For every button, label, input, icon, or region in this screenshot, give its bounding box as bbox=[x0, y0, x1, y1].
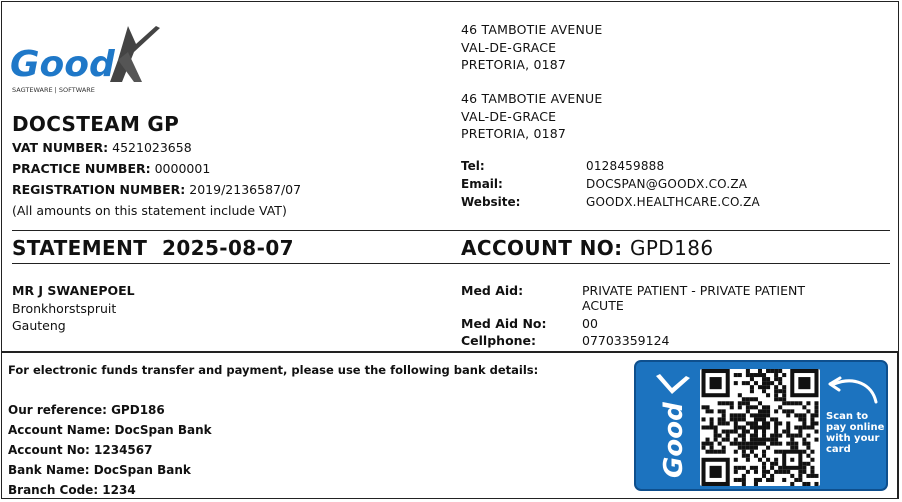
tel-value: 0128459888 bbox=[586, 159, 665, 173]
contact-tel bbox=[461, 159, 881, 177]
tel-label: Tel: bbox=[461, 159, 485, 173]
registration-value: 2019/2136587/07 bbox=[189, 182, 302, 197]
bank-intro: For electronic funds transfer and payment, please use the following bank details: bbox=[8, 363, 539, 377]
address-line: VAL-DE-GRACE bbox=[461, 108, 557, 124]
account-label: ACCOUNT NO: bbox=[461, 236, 623, 260]
med-aid-no-label: Med Aid No: bbox=[461, 316, 547, 331]
pay-online-card[interactable] bbox=[634, 360, 888, 491]
contact-email bbox=[461, 177, 881, 195]
address-block-1 bbox=[461, 21, 602, 74]
patient-name: MR J SWANEPOEL bbox=[12, 283, 135, 298]
med-aid-label: Med Aid: bbox=[461, 283, 524, 298]
med-aid-no-value: 00 bbox=[582, 316, 598, 331]
vat-number bbox=[12, 140, 192, 155]
bank-name: Bank Name: DocSpan Bank bbox=[8, 463, 191, 477]
bank-branch-code: Branch Code: 1234 bbox=[8, 483, 136, 497]
registration-label: REGISTRATION NUMBER: bbox=[12, 182, 186, 197]
bank-reference: Our reference: GPD186 bbox=[8, 403, 165, 417]
divider bbox=[12, 230, 890, 231]
address-block-2 bbox=[461, 90, 602, 143]
patient-province: Gauteng bbox=[12, 318, 66, 333]
address-line: 46 TAMBOTIE AVENUE bbox=[461, 22, 603, 37]
statement-label: STATEMENT bbox=[12, 236, 148, 260]
vat-label: VAT NUMBER: bbox=[12, 140, 109, 155]
address-line: 46 TAMBOTIE AVENUE bbox=[461, 91, 603, 106]
account-value: GPD186 bbox=[629, 236, 714, 260]
patient-city: Bronkhorstspruit bbox=[12, 300, 117, 316]
scan-to-pay-text: Scan to pay online with your card bbox=[826, 411, 885, 455]
contact-website bbox=[461, 195, 881, 213]
med-aid-value: PRIVATE PATIENT - PRIVATE PATIENT ACUTE bbox=[582, 283, 806, 313]
practice-number bbox=[12, 161, 210, 176]
logo-tagline: SAGTEWARE | SOFTWARE bbox=[12, 86, 95, 94]
vat-note: (All amounts on this statement include VAT) bbox=[12, 203, 287, 218]
statement-date: 2025-08-07 bbox=[162, 236, 294, 260]
address-line: PRETORIA, 0187 bbox=[461, 57, 567, 72]
vat-value: 4521023658 bbox=[112, 140, 192, 155]
cellphone-value: 07703359124 bbox=[582, 333, 670, 348]
email-label: Email: bbox=[461, 177, 503, 191]
goodx-logo bbox=[10, 22, 170, 98]
practice-name: DOCSTEAM GP bbox=[12, 112, 180, 136]
website-label: Website: bbox=[461, 195, 521, 209]
goodx-logo-vertical bbox=[646, 372, 698, 482]
cellphone-row bbox=[461, 333, 881, 349]
bank-account-no: Account No: 1234567 bbox=[8, 443, 153, 457]
practice-number-label: PRACTICE NUMBER: bbox=[12, 161, 151, 176]
website-value[interactable]: GOODX.HEALTHCARE.CO.ZA bbox=[586, 195, 760, 209]
divider bbox=[12, 263, 890, 264]
statement-heading bbox=[12, 236, 294, 260]
practice-number-value: 0000001 bbox=[154, 161, 211, 176]
curved-arrow-icon bbox=[824, 372, 882, 406]
address-line: PRETORIA, 0187 bbox=[461, 126, 567, 141]
qr-code[interactable] bbox=[700, 369, 820, 486]
qr-card-brand: Good bbox=[659, 402, 689, 478]
logo-brand: Good bbox=[10, 44, 115, 85]
registration-number bbox=[12, 182, 301, 197]
account-number bbox=[461, 236, 713, 260]
address-line: VAL-DE-GRACE bbox=[461, 39, 557, 55]
patient-block bbox=[12, 282, 135, 335]
email-value[interactable]: DOCSPAN@GOODX.CO.ZA bbox=[586, 177, 748, 191]
med-aid-no-row bbox=[461, 316, 881, 332]
cellphone-label: Cellphone: bbox=[461, 333, 537, 348]
bank-account-name: Account Name: DocSpan Bank bbox=[8, 423, 212, 437]
med-aid-row bbox=[461, 283, 881, 313]
